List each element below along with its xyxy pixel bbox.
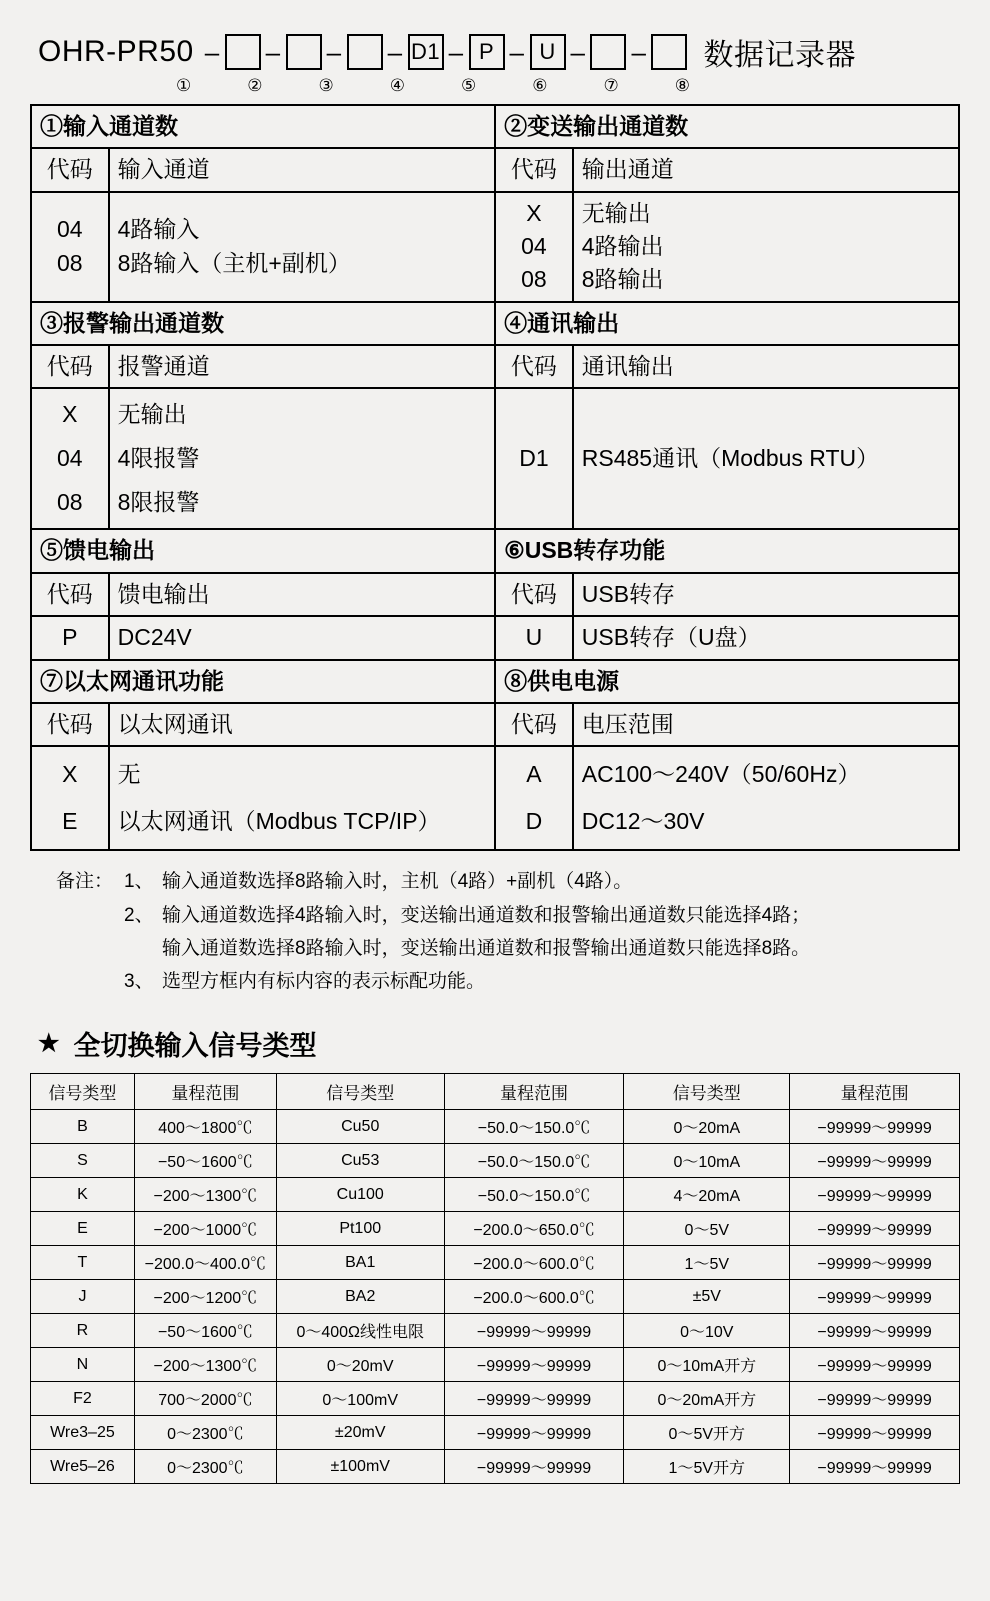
code-box-markers xyxy=(0,74,990,96)
cell-r2c1: −200～1300℃ xyxy=(134,1178,276,1212)
cell-r10c2: ±100mV xyxy=(276,1450,444,1484)
cell-r9c0: Wre3–25 xyxy=(31,1416,135,1450)
section-4-desc-0: RS485通讯（Modbus RTU） xyxy=(581,445,880,472)
section-2-code-header: 代码 xyxy=(495,148,573,191)
section-1-desc-1: 8路输入（主机+副机） xyxy=(117,249,351,276)
cell-r3c1: −200～1000℃ xyxy=(134,1212,276,1246)
section-2-code-0: X xyxy=(526,199,542,226)
section-5-code-0: P xyxy=(31,616,109,659)
section-4-descs xyxy=(573,388,959,529)
section-7-desc-1: 以太网通讯（Modbus TCP/IP） xyxy=(117,808,441,835)
code-box-7[interactable] xyxy=(590,34,626,70)
signal-col-header-2: 信号类型 xyxy=(276,1074,444,1110)
section-8-descs xyxy=(573,746,959,850)
table-row xyxy=(31,1246,960,1280)
cell-r2c0: K xyxy=(31,1178,135,1212)
cell-r8c3: −99999～99999 xyxy=(444,1382,624,1416)
section-7-desc-0: 无 xyxy=(117,761,141,788)
signal-type-table xyxy=(30,1073,960,1484)
section-4-codes xyxy=(495,388,573,529)
note-2-line-0: 输入通道数选择4路输入时，变送输出通道数和报警输出通道数只能选择4路； xyxy=(162,904,811,926)
cell-r3c4: 0～5V xyxy=(624,1212,790,1246)
cell-r8c0: F2 xyxy=(31,1382,135,1416)
note-1-num: 1、 xyxy=(124,871,154,893)
cell-r3c2: Pt100 xyxy=(276,1212,444,1246)
model-dash-5: – xyxy=(509,36,525,67)
notes-block xyxy=(0,865,990,998)
cell-r10c5: −99999～99999 xyxy=(790,1450,960,1484)
section-2-desc-2: 8路输出 xyxy=(581,266,664,293)
cell-r1c0: S xyxy=(31,1144,135,1178)
marker-7: ⑦ xyxy=(603,76,619,95)
cell-r10c1: 0～2300℃ xyxy=(134,1450,276,1484)
cell-r9c5: −99999～99999 xyxy=(790,1416,960,1450)
signal-col-header-0: 信号类型 xyxy=(31,1074,135,1110)
cell-r0c0: B xyxy=(31,1110,135,1144)
section-1-code-0: 04 xyxy=(57,216,83,243)
cell-r0c1: 400～1800℃ xyxy=(134,1110,276,1144)
table-row xyxy=(31,1110,960,1144)
section-3-code-header: 代码 xyxy=(31,345,109,388)
cell-r7c5: −99999～99999 xyxy=(790,1348,960,1382)
cell-r0c5: −99999～99999 xyxy=(790,1110,960,1144)
section-8-desc-0: AC100～240V（50/60Hz） xyxy=(581,761,861,788)
note-2-num: 2、 xyxy=(124,904,154,926)
cell-r6c1: −50～1600℃ xyxy=(134,1314,276,1348)
cell-r6c3: −99999～99999 xyxy=(444,1314,624,1348)
marker-1: ① xyxy=(176,76,192,95)
section-7-title: ⑦以太网通讯功能 xyxy=(31,660,495,703)
table-row xyxy=(31,1314,960,1348)
section-8-code-1: D xyxy=(525,808,543,835)
cell-r7c4: 0～10mA开方 xyxy=(624,1348,790,1382)
section-3-code-1: 04 xyxy=(57,445,83,472)
section-8-codes xyxy=(495,746,573,850)
section-1-code-1: 08 xyxy=(57,249,83,276)
cell-r7c3: −99999～99999 xyxy=(444,1348,624,1382)
section-5-title: ⑤馈电输出 xyxy=(31,529,495,572)
section-4-title: ④通讯输出 xyxy=(495,302,959,345)
cell-r1c2: Cu53 xyxy=(276,1144,444,1178)
section-2-code-2: 08 xyxy=(521,266,547,293)
marker-8: ⑧ xyxy=(674,76,690,95)
cell-r5c1: −200～1200℃ xyxy=(134,1280,276,1314)
cell-r3c5: −99999～99999 xyxy=(790,1212,960,1246)
cell-r4c4: 1～5V xyxy=(624,1246,790,1280)
cell-r10c0: Wre5–26 xyxy=(31,1450,135,1484)
cell-r4c3: −200.0～600.0℃ xyxy=(444,1246,624,1280)
section-2-desc-header: 输出通道 xyxy=(573,148,959,191)
signal-section-heading xyxy=(38,1024,990,1063)
cell-r5c5: −99999～99999 xyxy=(790,1280,960,1314)
signal-col-header-5: 量程范围 xyxy=(790,1074,960,1110)
note-3-line-0: 选型方框内有标内容的表示标配功能。 xyxy=(162,971,486,993)
section-8-desc-1: DC12～30V xyxy=(581,808,705,835)
section-7-code-header: 代码 xyxy=(31,703,109,746)
section-3-code-2: 08 xyxy=(57,488,83,515)
table-row xyxy=(31,1178,960,1212)
code-box-2[interactable] xyxy=(286,34,322,70)
code-box-6[interactable]: U xyxy=(530,34,566,70)
model-dash-3: – xyxy=(387,36,403,67)
section-8-desc-header: 电压范围 xyxy=(573,703,959,746)
table-row xyxy=(31,1450,960,1484)
section-7-code-0: X xyxy=(62,761,78,788)
cell-r2c5: −99999～99999 xyxy=(790,1178,960,1212)
option-code-table xyxy=(30,104,960,851)
cell-r6c4: 0～10V xyxy=(624,1314,790,1348)
marker-2: ② xyxy=(247,76,263,95)
code-box-5[interactable]: P xyxy=(469,34,505,70)
cell-r6c0: R xyxy=(31,1314,135,1348)
section-6-code-header: 代码 xyxy=(495,573,573,616)
cell-r4c0: T xyxy=(31,1246,135,1280)
code-box-1[interactable] xyxy=(225,34,261,70)
cell-r2c2: Cu100 xyxy=(276,1178,444,1212)
section-3-codes xyxy=(31,388,109,529)
marker-5: ⑤ xyxy=(461,76,477,95)
marker-6: ⑥ xyxy=(532,76,548,95)
code-box-3[interactable] xyxy=(347,34,383,70)
section-1-desc-0: 4路输入 xyxy=(117,216,200,243)
cell-r3c0: E xyxy=(31,1212,135,1246)
cell-r0c3: −50.0～150.0℃ xyxy=(444,1110,624,1144)
note-3-num: 3、 xyxy=(124,971,154,993)
cell-r1c3: −50.0～150.0℃ xyxy=(444,1144,624,1178)
note-1-line-0: 输入通道数选择8路输入时，主机（4路）+副机（4路）。 xyxy=(162,871,633,893)
signal-section-title: 全切换输入信号类型 xyxy=(73,1031,317,1062)
section-3-desc-2: 8限报警 xyxy=(117,488,200,515)
model-dash-7: – xyxy=(631,36,647,67)
section-2-title: ②变送输出通道数 xyxy=(495,105,959,148)
signal-col-header-3: 量程范围 xyxy=(444,1074,624,1110)
cell-r5c4: ±5V xyxy=(624,1280,790,1314)
table-row xyxy=(31,1212,960,1246)
cell-r1c5: −99999～99999 xyxy=(790,1144,960,1178)
table-row xyxy=(31,1416,960,1450)
model-dash-0: – xyxy=(204,36,220,67)
section-5-desc-0: DC24V xyxy=(109,616,495,659)
model-dash-6: – xyxy=(570,36,586,67)
section-7-desc-header: 以太网通讯 xyxy=(109,703,495,746)
cell-r0c2: Cu50 xyxy=(276,1110,444,1144)
product-type-label: 数据记录器 xyxy=(703,39,856,72)
code-box-8[interactable] xyxy=(651,34,687,70)
cell-r10c3: −99999～99999 xyxy=(444,1450,624,1484)
model-code-row xyxy=(0,0,990,74)
section-3-title: ③报警输出通道数 xyxy=(31,302,495,345)
cell-r9c1: 0～2300℃ xyxy=(134,1416,276,1450)
notes-label: 备注： xyxy=(56,871,114,893)
section-3-code-0: X xyxy=(62,401,78,428)
cell-r6c2: 0～400Ω线性电限 xyxy=(276,1314,444,1348)
table-row xyxy=(31,1280,960,1314)
section-3-desc-header: 报警通道 xyxy=(109,345,495,388)
section-2-desc-0: 无输出 xyxy=(581,199,651,226)
cell-r5c0: J xyxy=(31,1280,135,1314)
section-3-descs xyxy=(109,388,495,529)
cell-r5c3: −200.0～600.0℃ xyxy=(444,1280,624,1314)
section-2-code-1: 04 xyxy=(521,233,547,260)
marker-4: ④ xyxy=(389,76,405,95)
cell-r4c2: BA1 xyxy=(276,1246,444,1280)
cell-r1c1: −50～1600℃ xyxy=(134,1144,276,1178)
cell-r8c2: 0～100mV xyxy=(276,1382,444,1416)
cell-r7c2: 0～20mV xyxy=(276,1348,444,1382)
cell-r3c3: −200.0～650.0℃ xyxy=(444,1212,624,1246)
section-8-code-header: 代码 xyxy=(495,703,573,746)
marker-3: ③ xyxy=(318,76,334,95)
section-8-code-0: A xyxy=(526,761,542,788)
section-7-descs xyxy=(109,746,495,850)
model-dash-1: – xyxy=(265,36,281,67)
table-row xyxy=(31,1144,960,1178)
cell-r2c3: −50.0～150.0℃ xyxy=(444,1178,624,1212)
cell-r8c5: −99999～99999 xyxy=(790,1382,960,1416)
cell-r7c0: N xyxy=(31,1348,135,1382)
section-6-title: ⑥USB转存功能 xyxy=(495,529,959,572)
section-4-code-header: 代码 xyxy=(495,345,573,388)
cell-r2c4: 4～20mA xyxy=(624,1178,790,1212)
cell-r7c1: −200～1300℃ xyxy=(134,1348,276,1382)
section-1-title: ①输入通道数 xyxy=(31,105,495,148)
section-1-code-header: 代码 xyxy=(31,148,109,191)
cell-r4c5: −99999～99999 xyxy=(790,1246,960,1280)
cell-r6c5: −99999～99999 xyxy=(790,1314,960,1348)
signal-col-header-1: 量程范围 xyxy=(134,1074,276,1110)
section-5-desc-header: 馈电输出 xyxy=(109,573,495,616)
section-1-desc-header: 输入通道 xyxy=(109,148,495,191)
cell-r5c2: BA2 xyxy=(276,1280,444,1314)
signal-col-header-4: 信号类型 xyxy=(624,1074,790,1110)
section-5-code-header: 代码 xyxy=(31,573,109,616)
star-icon: ★ xyxy=(38,1030,60,1058)
cell-r0c4: 0～20mA xyxy=(624,1110,790,1144)
section-1-codes xyxy=(31,192,109,302)
cell-r9c3: −99999～99999 xyxy=(444,1416,624,1450)
model-dash-4: – xyxy=(448,36,464,67)
section-4-desc-header: 通讯输出 xyxy=(573,345,959,388)
section-4-code-0: D1 xyxy=(519,445,549,472)
section-3-desc-1: 4限报警 xyxy=(117,445,200,472)
section-1-descs xyxy=(109,192,495,302)
cell-r8c1: 700～2000℃ xyxy=(134,1382,276,1416)
section-6-desc-header: USB转存 xyxy=(573,573,959,616)
section-6-code-0: U xyxy=(495,616,573,659)
cell-r4c1: −200.0～400.0℃ xyxy=(134,1246,276,1280)
note-2-line-1: 输入通道数选择8路输入时，变送输出通道数和报警输出通道数只能选择8路。 xyxy=(162,937,811,959)
section-3-desc-0: 无输出 xyxy=(117,401,187,428)
section-7-codes xyxy=(31,746,109,850)
section-2-desc-1: 4路输出 xyxy=(581,233,664,260)
cell-r9c4: 0～5V开方 xyxy=(624,1416,790,1450)
cell-r8c4: 0～20mA开方 xyxy=(624,1382,790,1416)
section-2-codes xyxy=(495,192,573,302)
code-box-4[interactable]: D1 xyxy=(408,34,444,70)
table-row xyxy=(31,1348,960,1382)
model-dash-2: – xyxy=(326,36,342,67)
model-name: OHR-PR50 xyxy=(38,35,194,68)
cell-r1c4: 0～10mA xyxy=(624,1144,790,1178)
signal-table-header-row xyxy=(31,1074,960,1110)
table-row xyxy=(31,1382,960,1416)
cell-r9c2: ±20mV xyxy=(276,1416,444,1450)
section-8-title: ⑧供电电源 xyxy=(495,660,959,703)
section-2-descs xyxy=(573,192,959,302)
section-6-desc-0: USB转存（U盘） xyxy=(573,616,959,659)
section-7-code-1: E xyxy=(62,808,78,835)
cell-r10c4: 1～5V开方 xyxy=(624,1450,790,1484)
